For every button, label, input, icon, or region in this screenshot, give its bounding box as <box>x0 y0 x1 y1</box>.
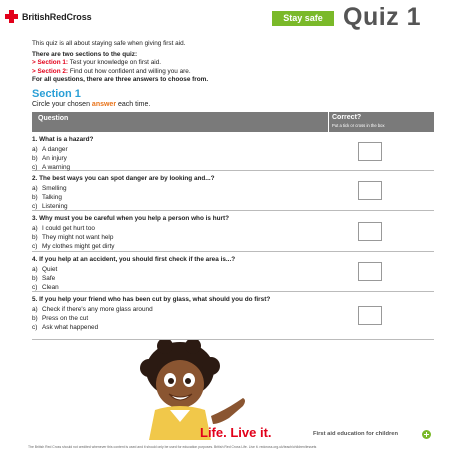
option-text: I could get hurt too <box>42 225 95 232</box>
question-text: 5. If you help your friend who has been cut by glass, what should you do first? <box>32 296 271 303</box>
slogan <box>200 425 272 440</box>
instruction-post: each time. <box>118 101 151 108</box>
table-header <box>32 112 434 132</box>
option-text: Talking <box>42 194 62 201</box>
option-text: Ask what happened <box>42 324 99 331</box>
section-instruction <box>32 101 150 108</box>
option-letter: a) <box>32 185 38 192</box>
answer-option[interactable] <box>32 185 67 192</box>
option-letter: c) <box>32 164 38 171</box>
answer-option[interactable] <box>32 146 68 153</box>
intro-block <box>32 40 432 84</box>
answer-option[interactable] <box>32 315 88 322</box>
plus-icon <box>422 430 431 439</box>
option-letter: a) <box>32 225 38 232</box>
answer-option[interactable] <box>32 275 55 282</box>
question-row <box>32 211 434 252</box>
all-questions-note: For all questions, there are three answers to choose from. <box>32 75 209 83</box>
stay-safe-badge: Stay safe <box>272 11 334 26</box>
arrow-icon: > <box>32 67 36 75</box>
answer-option[interactable] <box>32 284 59 291</box>
answer-option[interactable] <box>32 306 153 313</box>
option-letter: b) <box>32 315 38 322</box>
question-text: 2. The best ways you can spot danger are by looking and...? <box>32 175 215 182</box>
footer-tagline: First aid education for children <box>313 431 399 437</box>
option-letter: a) <box>32 266 38 273</box>
instruction-answer-word: answer <box>91 101 117 108</box>
section2-summary <box>32 68 432 76</box>
intro-line: This quiz is all about staying safe when giving first aid. <box>32 40 186 47</box>
option-letter: b) <box>32 234 38 241</box>
section2-desc: Find out how confident and willing you are. <box>69 67 191 75</box>
question-text: 4. If you help at an accident, you should first check if the area is...? <box>32 256 236 263</box>
section2-label: Section 2: <box>37 67 69 75</box>
column-header-correct-hint: Put a tick or cross in the box <box>332 123 385 128</box>
sections-heading: There are two sections to the quiz: <box>32 51 138 59</box>
answer-option[interactable] <box>32 164 70 171</box>
arrow-icon: > <box>32 59 36 67</box>
section1-desc: Test your knowledge on first aid. <box>69 59 162 67</box>
question-row <box>32 171 434 211</box>
question-row <box>32 132 434 171</box>
question-table <box>32 112 434 340</box>
option-text: Clean <box>42 284 59 291</box>
option-letter: c) <box>32 243 38 250</box>
instruction-pre: Circle your chosen <box>32 101 90 108</box>
question-row <box>32 252 434 292</box>
option-text: Check if there's any more glass around <box>42 306 153 313</box>
slogan-life: Life. <box>200 425 227 440</box>
answer-tick-box[interactable] <box>358 306 382 325</box>
answer-tick-box[interactable] <box>358 262 382 281</box>
answer-tick-box[interactable] <box>358 222 382 241</box>
option-letter: a) <box>32 146 38 153</box>
brand-logo <box>5 10 92 23</box>
option-text: My clothes might get dirty <box>42 243 115 250</box>
option-text: Quiet <box>42 266 58 273</box>
section1-label: Section 1: <box>37 59 69 67</box>
answer-tick-box[interactable] <box>358 142 382 161</box>
option-text: Safe <box>42 275 56 282</box>
answer-option[interactable] <box>32 203 68 210</box>
question-text: 3. Why must you be careful when you help a person who is hurt? <box>32 215 230 222</box>
answer-option[interactable] <box>32 234 113 241</box>
question-row <box>32 292 434 340</box>
answer-tick-box[interactable] <box>358 181 382 200</box>
answer-option[interactable] <box>32 324 98 331</box>
option-text: A warning <box>42 164 71 171</box>
option-text: Press on the cut <box>42 315 89 322</box>
answer-option[interactable] <box>32 155 67 162</box>
page-header <box>0 0 452 40</box>
option-text: An injury <box>42 155 67 162</box>
column-divider <box>328 112 329 132</box>
option-letter: c) <box>32 203 38 210</box>
option-text: They might not want help <box>42 234 114 241</box>
option-text: Smelling <box>42 185 67 192</box>
page-title: Quiz 1 <box>343 3 422 31</box>
section1-summary <box>32 59 432 67</box>
slogan-live-it: Live it. <box>230 425 272 440</box>
section-title: Section 1 <box>32 88 81 100</box>
red-cross-icon <box>5 10 18 23</box>
option-letter: b) <box>32 155 38 162</box>
option-letter: a) <box>32 306 38 313</box>
column-header-correct: Correct? <box>332 114 362 121</box>
answer-option[interactable] <box>32 243 114 250</box>
footer-disclaimer: The British Red Cross should not credited whenever this content is used and it should only be used for education purposes. British Red Cross Life. Live it. redcross.org.uk/teach/children/lessets <box>28 445 317 449</box>
brand-name: BritishRedCross <box>22 11 92 22</box>
answer-option[interactable] <box>32 266 57 273</box>
option-letter: c) <box>32 324 38 331</box>
option-text: A danger <box>42 146 68 153</box>
column-header-question: Question <box>38 115 69 122</box>
option-letter: b) <box>32 275 38 282</box>
option-letter: b) <box>32 194 38 201</box>
option-letter: c) <box>32 284 38 291</box>
question-rows <box>32 132 434 340</box>
answer-option[interactable] <box>32 194 62 201</box>
question-text: 1. What is a hazard? <box>32 136 94 143</box>
option-text: Listening <box>42 203 68 210</box>
answer-option[interactable] <box>32 225 95 232</box>
